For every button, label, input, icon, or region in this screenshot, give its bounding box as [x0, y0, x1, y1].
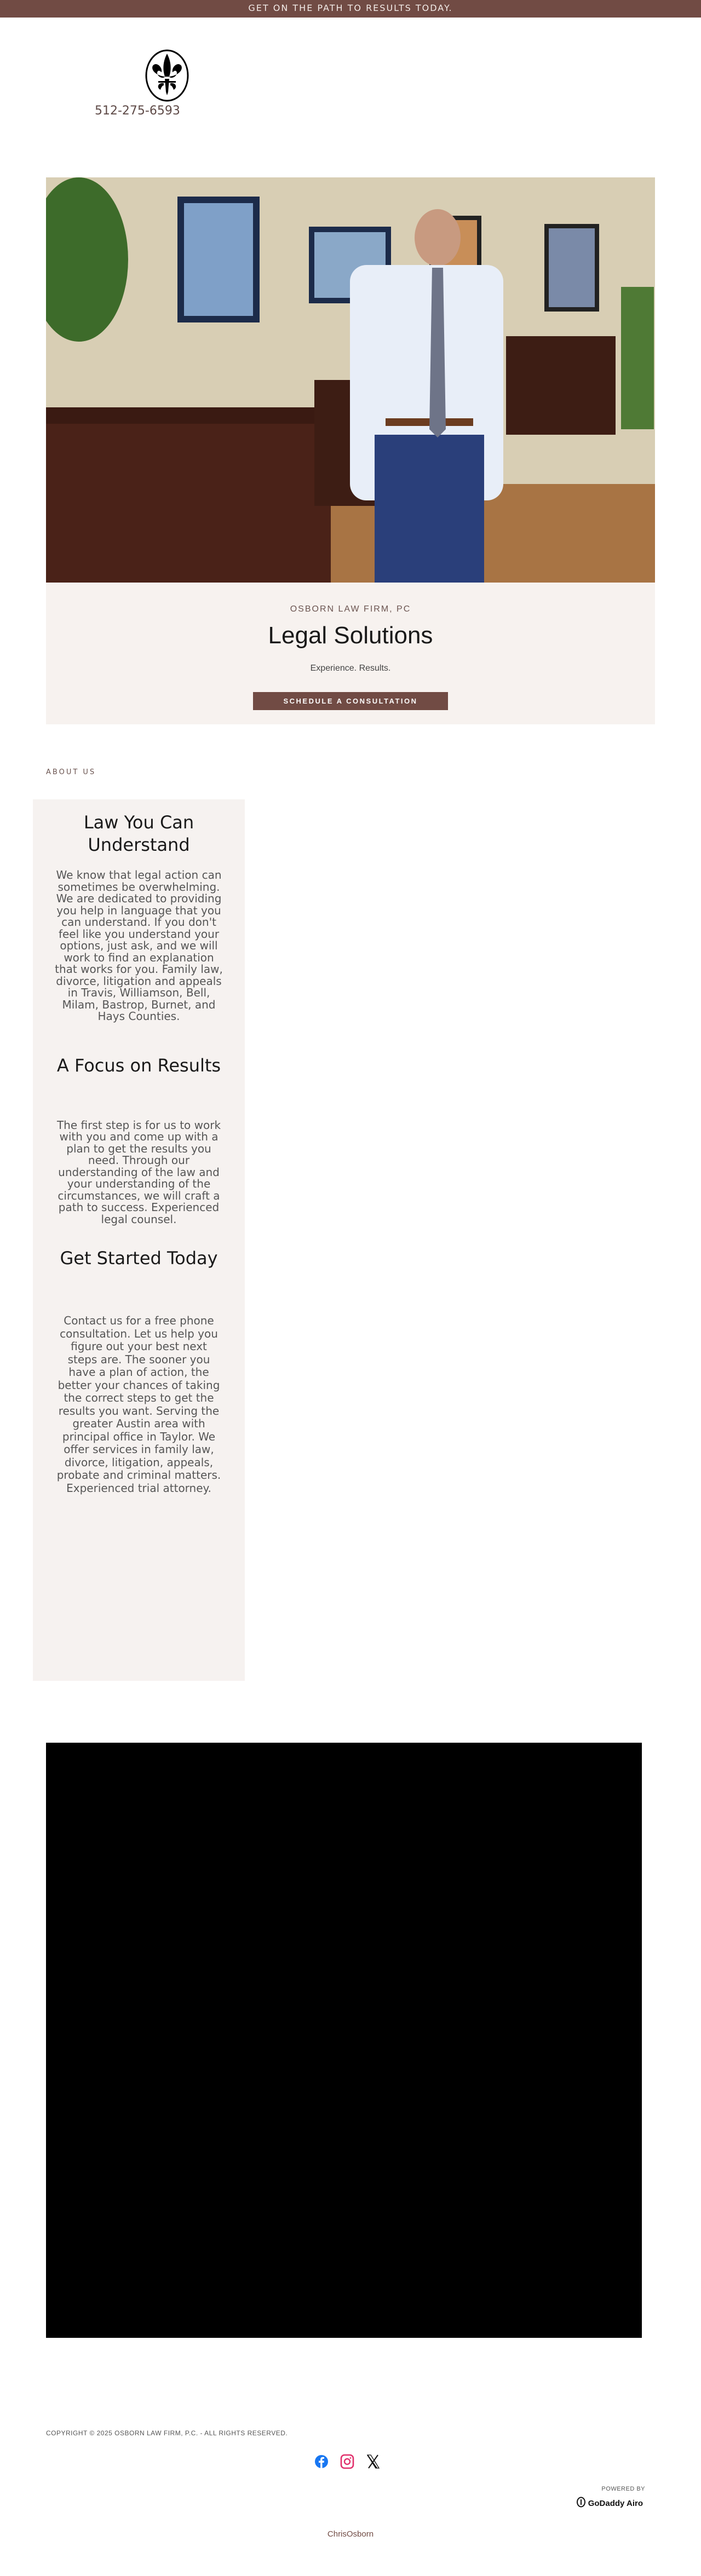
schedule-consultation-button[interactable]: SCHEDULE A CONSULTATION	[253, 692, 448, 710]
hero-eyebrow: OSBORN LAW FIRM, PC	[290, 604, 411, 614]
section-body: Contact us for a free phone consultation. Let us help you figure out your best next steps are. The sooner you have a plan of action, the better your chances of taking the correct steps to get the results you want. Serving the greater Austin area with principal office in Taylor. We offer services in family law, divorce, litigation, appeals, probate and criminal matters. Experienced trial attorney.	[56, 1314, 221, 1495]
owner-name: ChrisOsborn	[327, 2529, 374, 2539]
hero-image	[46, 177, 655, 583]
about-card	[33, 799, 245, 1681]
section-title: Law You Can Understand	[83, 812, 194, 855]
copyright: COPYRIGHT © 2025 OSBORN LAW FIRM, P.C. - ALL RIGHTS RESERVED.	[46, 2429, 288, 2437]
powered-by-label: POWERED BY	[601, 2486, 645, 2492]
godaddy-airo-link[interactable]	[576, 2497, 643, 2510]
video-embed[interactable]	[46, 1743, 642, 2338]
hero-title: Legal Solutions	[268, 622, 433, 649]
hero-tagline: Experience. Results.	[310, 664, 391, 673]
instagram-icon[interactable]	[340, 2454, 354, 2469]
hero-panel	[46, 583, 655, 724]
facebook-icon[interactable]	[314, 2454, 329, 2469]
platform-name: GoDaddy Airo	[588, 2498, 643, 2508]
phone-link[interactable]: 512-275-6593	[95, 104, 180, 118]
fleur-de-lis-icon[interactable]	[140, 48, 194, 103]
announcement-bar: GET ON THE PATH TO RESULTS TODAY.	[0, 0, 701, 18]
x-icon[interactable]	[366, 2454, 380, 2469]
social-links	[314, 2454, 380, 2469]
section-title: Get Started Today	[60, 1248, 218, 1269]
section-body: We know that legal action can sometimes be overwhelming. We are dedicated to providing you help in language that you can understand. If you don't feel like you understand your options, just ask, and we will work to find an explanation that works for you. Family law, divorce, litigation and appeals in Travis, Williamson, Bell, Milam, Bastrop, Burnet, and Hays Counties.	[55, 868, 223, 1023]
section-body: The first step is for us to work with you and come up with a plan to get the results you need. Through our understanding of the law and your understanding of the circumstances, we will craft a path to success. Experienced legal counsel.	[56, 1118, 221, 1226]
section-title: A Focus on Results	[56, 1054, 221, 1076]
about-us-label: ABOUT US	[46, 768, 96, 776]
godaddy-logo-icon	[576, 2497, 586, 2510]
